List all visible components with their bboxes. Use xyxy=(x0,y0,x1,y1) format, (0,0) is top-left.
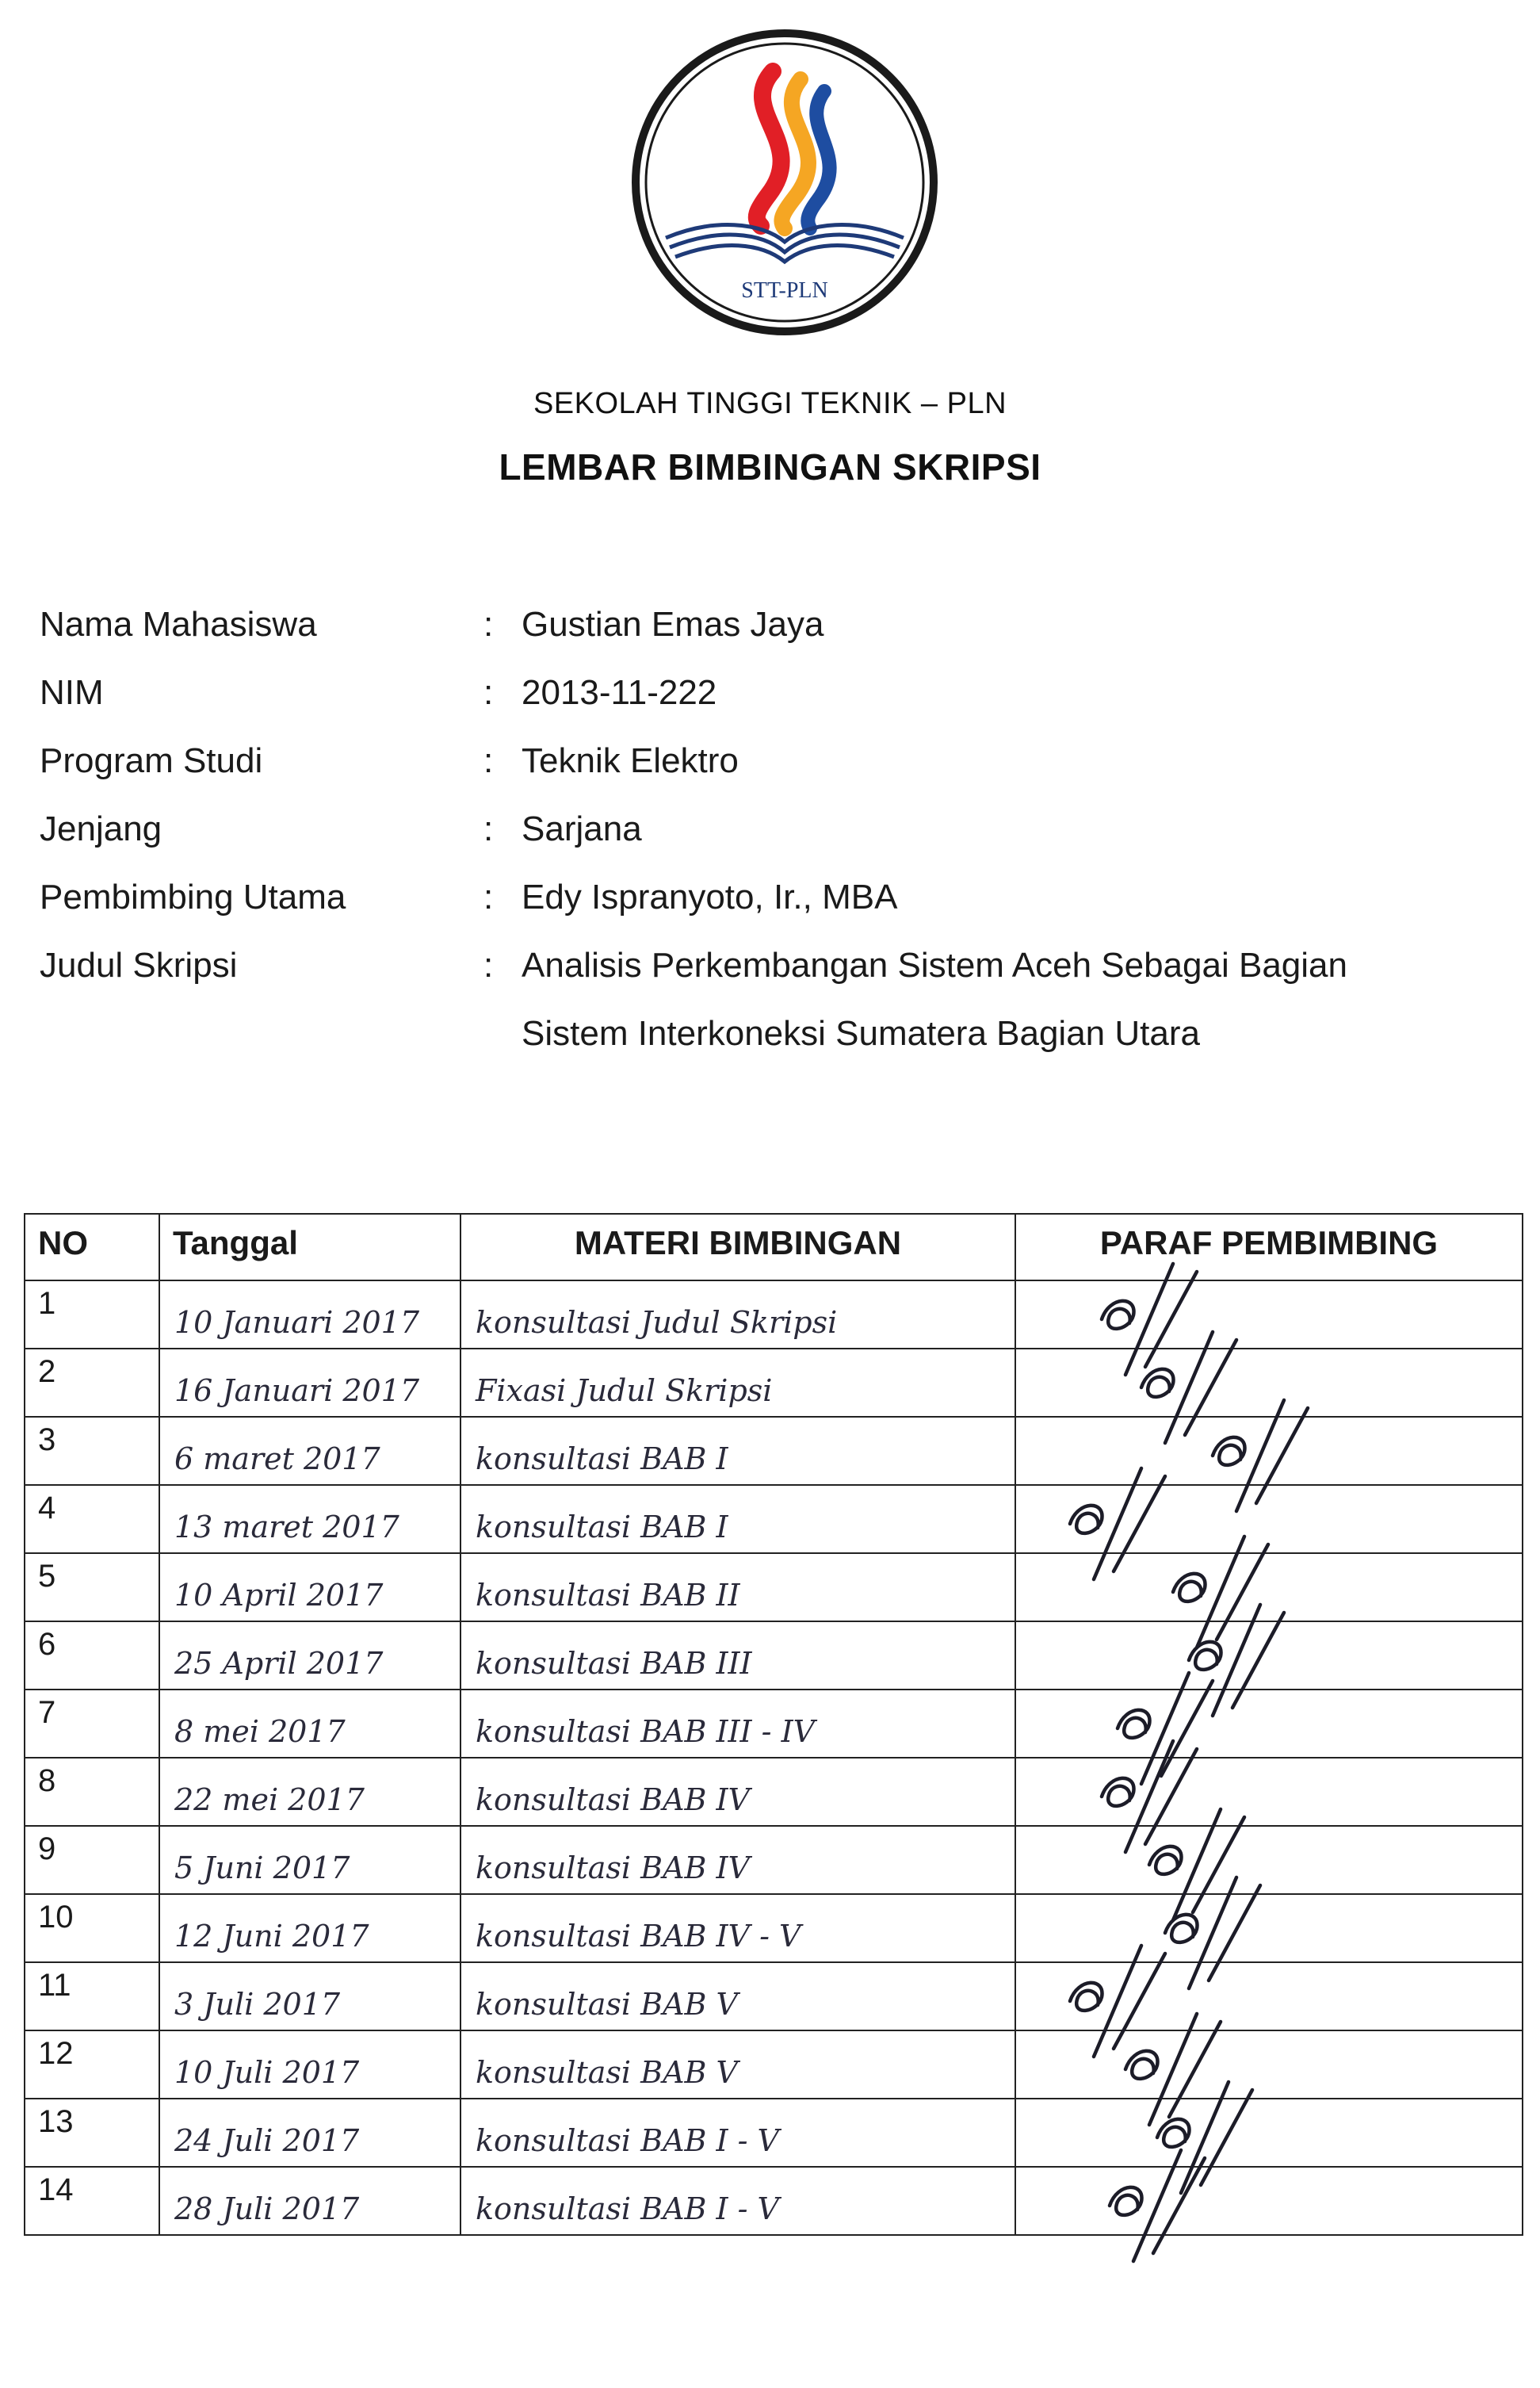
prodi-value: Teknik Elektro xyxy=(522,741,739,780)
info-row-nama xyxy=(40,603,1482,671)
row-tanggal: 28 Juli 2017 xyxy=(159,2167,460,2235)
document-title: LEMBAR BIMBINGAN SKRIPSI xyxy=(499,446,1041,488)
row-paraf xyxy=(1015,2099,1523,2167)
row-paraf xyxy=(1015,1485,1523,1553)
row-materi: konsultasi BAB I - V xyxy=(460,2099,1015,2167)
stt-pln-logo xyxy=(610,24,959,341)
row-materi: konsultasi BAB III - IV xyxy=(460,1690,1015,1758)
jenjang-value: Sarjana xyxy=(522,809,642,848)
row-tanggal: 25 April 2017 xyxy=(159,1621,460,1690)
row-materi: konsultasi BAB IV - V xyxy=(460,1894,1015,1962)
row-materi: konsultasi BAB V xyxy=(460,2030,1015,2099)
row-materi: konsultasi BAB III xyxy=(460,1621,1015,1690)
row-no: 1 xyxy=(25,1280,159,1349)
table-body xyxy=(25,1280,1523,2235)
table-row xyxy=(25,1349,1523,1417)
row-tanggal: 22 mei 2017 xyxy=(159,1758,460,1826)
row-paraf xyxy=(1015,1894,1523,1962)
row-no: 7 xyxy=(25,1690,159,1758)
info-row-judul xyxy=(40,943,1482,1056)
row-paraf xyxy=(1015,1826,1523,1894)
header-no: NO xyxy=(25,1214,159,1280)
table-row xyxy=(25,1417,1523,1485)
row-paraf xyxy=(1015,2030,1523,2099)
row-no: 13 xyxy=(25,2099,159,2167)
nama-value: Gustian Emas Jaya xyxy=(522,605,824,644)
header-tanggal: Tanggal xyxy=(159,1214,460,1280)
table-row xyxy=(25,2099,1523,2167)
pembimbing-value: Edy Ispranyoto, Ir., MBA xyxy=(522,878,898,917)
row-no: 6 xyxy=(25,1621,159,1690)
row-no: 12 xyxy=(25,2030,159,2099)
row-no: 9 xyxy=(25,1826,159,1894)
colon: : xyxy=(483,605,494,644)
info-row-pembimbing xyxy=(40,875,1482,943)
table-row xyxy=(25,1826,1523,1894)
row-materi: konsultasi BAB IV xyxy=(460,1826,1015,1894)
row-paraf xyxy=(1015,1349,1523,1417)
info-row-nim xyxy=(40,671,1482,739)
row-paraf xyxy=(1015,2167,1523,2235)
row-tanggal: 10 April 2017 xyxy=(159,1553,460,1621)
pembimbing-label: Pembimbing Utama xyxy=(40,878,346,917)
row-paraf xyxy=(1015,1280,1523,1349)
table-header-row xyxy=(25,1214,1523,1280)
info-row-prodi xyxy=(40,739,1482,807)
jenjang-label: Jenjang xyxy=(40,809,162,848)
colon: : xyxy=(483,809,494,848)
info-row-jenjang xyxy=(40,807,1482,875)
table-row xyxy=(25,1621,1523,1690)
colon: : xyxy=(483,673,494,712)
table-row xyxy=(25,1690,1523,1758)
row-tanggal: 3 Juli 2017 xyxy=(159,1962,460,2030)
nim-value: 2013-11-222 xyxy=(522,673,717,712)
row-paraf xyxy=(1015,1758,1523,1826)
nama-label: Nama Mahasiswa xyxy=(40,605,317,644)
row-paraf xyxy=(1015,1621,1523,1690)
row-materi: konsultasi BAB II xyxy=(460,1553,1015,1621)
table-row xyxy=(25,2030,1523,2099)
nim-label: NIM xyxy=(40,673,104,712)
table-row xyxy=(25,1962,1523,2030)
judul-label: Judul Skripsi xyxy=(40,946,238,985)
row-tanggal: 6 maret 2017 xyxy=(159,1417,460,1485)
row-tanggal: 16 Januari 2017 xyxy=(159,1349,460,1417)
row-tanggal: 5 Juni 2017 xyxy=(159,1826,460,1894)
row-tanggal: 24 Juli 2017 xyxy=(159,2099,460,2167)
colon: : xyxy=(483,878,494,917)
row-no: 3 xyxy=(25,1417,159,1485)
table-row xyxy=(25,1280,1523,1349)
row-paraf xyxy=(1015,1690,1523,1758)
row-tanggal: 10 Januari 2017 xyxy=(159,1280,460,1349)
row-no: 11 xyxy=(25,1962,159,2030)
table-row xyxy=(25,1485,1523,1553)
row-no: 8 xyxy=(25,1758,159,1826)
row-tanggal: 8 mei 2017 xyxy=(159,1690,460,1758)
row-tanggal: 10 Juli 2017 xyxy=(159,2030,460,2099)
row-materi: konsultasi BAB I xyxy=(460,1485,1015,1553)
row-no: 5 xyxy=(25,1553,159,1621)
row-materi: konsultasi Judul Skripsi xyxy=(460,1280,1015,1349)
row-materi: konsultasi BAB V xyxy=(460,1962,1015,2030)
row-tanggal: 12 Juni 2017 xyxy=(159,1894,460,1962)
institution-name: SEKOLAH TINGGI TEKNIK – PLN xyxy=(533,387,1007,420)
header-paraf: PARAF PEMBIMBING xyxy=(1015,1214,1523,1280)
table-row xyxy=(25,2167,1523,2235)
prodi-label: Program Studi xyxy=(40,741,263,780)
row-materi: konsultasi BAB I - V xyxy=(460,2167,1015,2235)
table-row xyxy=(25,1553,1523,1621)
row-materi: Fixasi Judul Skripsi xyxy=(460,1349,1015,1417)
row-paraf xyxy=(1015,1553,1523,1621)
row-tanggal: 13 maret 2017 xyxy=(159,1485,460,1553)
row-paraf xyxy=(1015,1962,1523,2030)
row-paraf xyxy=(1015,1417,1523,1485)
table-row xyxy=(25,1758,1523,1826)
judul-value xyxy=(522,943,1482,1056)
row-no: 10 xyxy=(25,1894,159,1962)
row-materi: konsultasi BAB IV xyxy=(460,1758,1015,1826)
row-no: 4 xyxy=(25,1485,159,1553)
judul-line-2: Sistem Interkoneksi Sumatera Bagian Utara xyxy=(522,1014,1200,1053)
guidance-log-table xyxy=(24,1213,1523,2236)
judul-line-1: Analisis Perkembangan Sistem Aceh Sebagai Bagian xyxy=(522,946,1347,985)
row-no: 2 xyxy=(25,1349,159,1417)
row-no: 14 xyxy=(25,2167,159,2235)
logo-text: STT-PLN xyxy=(741,278,828,303)
student-info xyxy=(40,603,1482,1056)
colon: : xyxy=(483,741,494,780)
header-materi: MATERI BIMBINGAN xyxy=(460,1214,1015,1280)
row-materi: konsultasi BAB I xyxy=(460,1417,1015,1485)
table-row xyxy=(25,1894,1523,1962)
colon: : xyxy=(483,946,494,985)
